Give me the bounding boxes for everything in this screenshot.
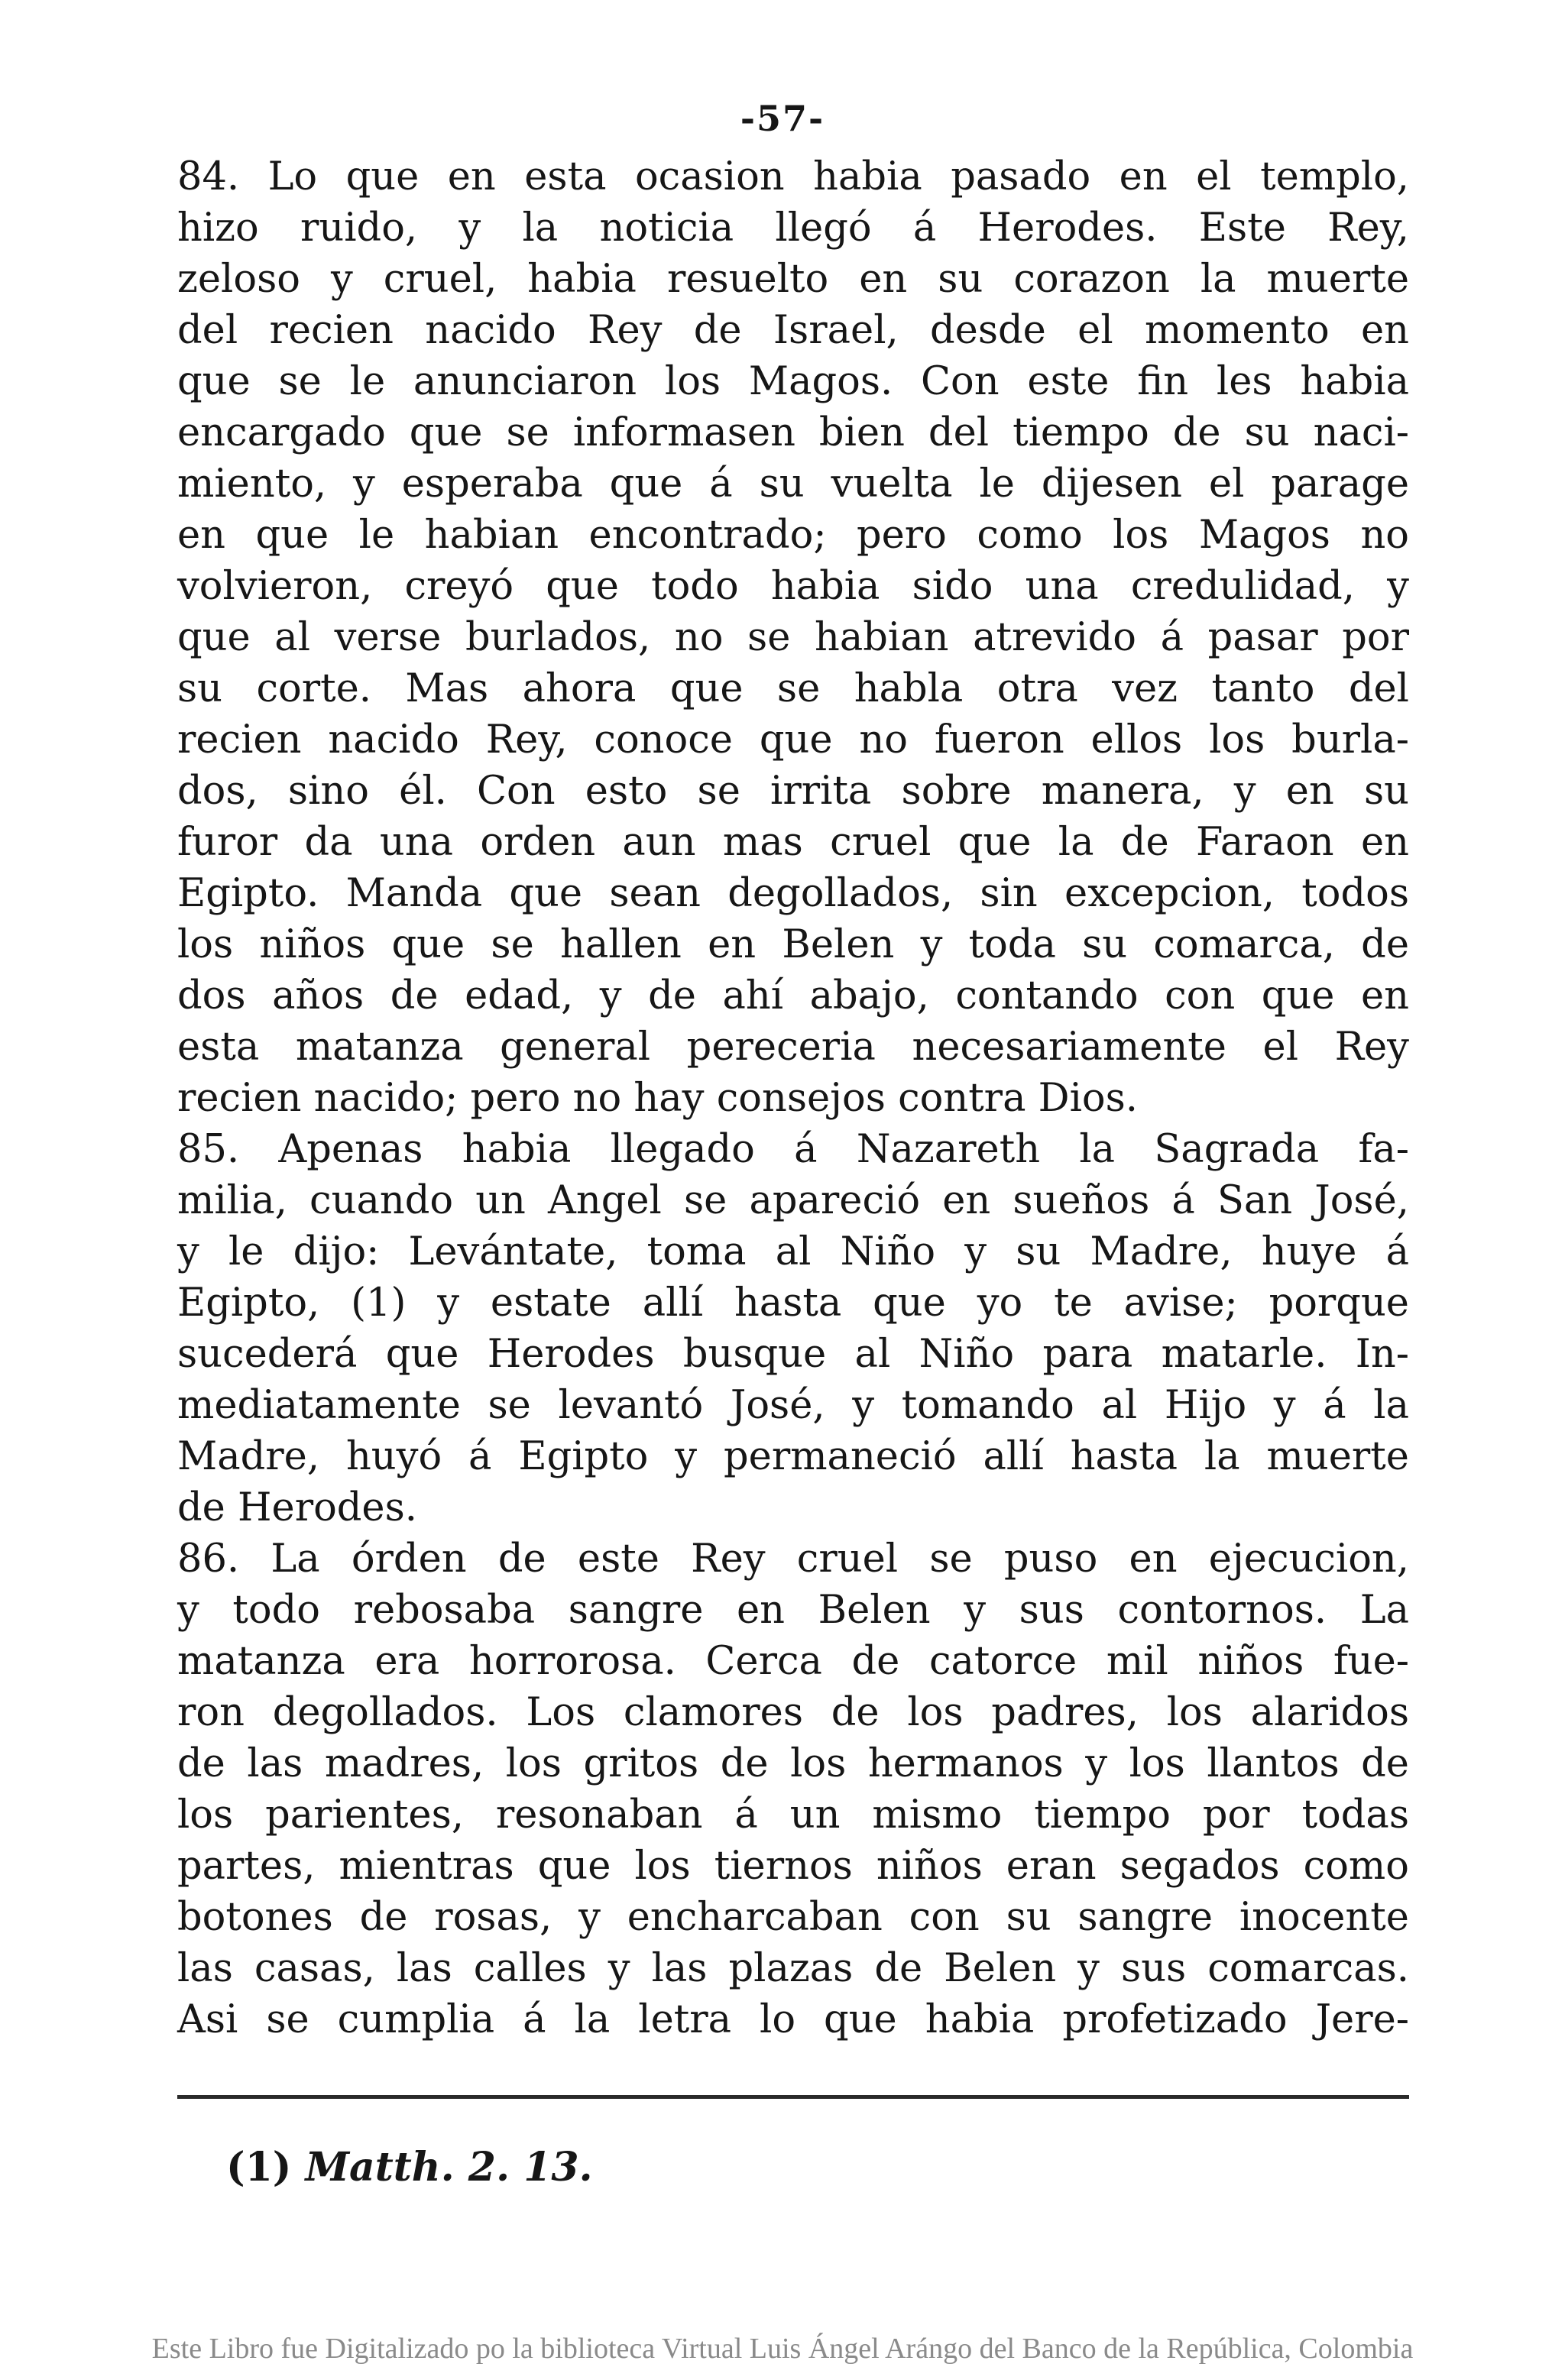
text-line: recien nacido Rey, conoce que no fueron ellos los burla- — [177, 717, 1409, 763]
page-number: -57- — [740, 98, 825, 139]
text-line: 84. Lo que en esta ocasion habia pasado en el templo, — [177, 154, 1409, 199]
text-line: que al verse burlados, no se habian atrevido á pasar por — [177, 615, 1409, 660]
body-text — [177, 151, 1409, 2045]
digitization-credit: Este Libro fue Digitalizado po la biblioteca Virtual Luis Ángel Arángo del Banco de la República, Colombia — [151, 2333, 1414, 2365]
text-line: que se le anunciaron los Magos. Con este fin les habia — [177, 359, 1409, 404]
text-line: los parientes, resonaban á un mismo tiempo por todas — [177, 1792, 1409, 1838]
text-line: 85. Apenas habia llegado á Nazareth la Sagrada fa- — [177, 1127, 1409, 1172]
text-line: matanza era horrorosa. Cerca de catorce mil niños fue- — [177, 1639, 1409, 1684]
text-line: partes, mientras que los tiernos niños eran segados como — [177, 1844, 1409, 1889]
text-line: Asi se cumplia á la letra lo que habia profetizado Jere- — [177, 1997, 1409, 2042]
text-line: los niños que se hallen en Belen y toda su comarca, de — [177, 922, 1409, 967]
text-line: botones de rosas, y encharcaban con su sangre inocente — [177, 1895, 1409, 1940]
text-line: encargado que se informasen bien del tiempo de su naci- — [177, 410, 1409, 455]
text-line: y le dijo: Levántate, toma al Niño y su Madre, huye á — [177, 1229, 1409, 1274]
text-line: ron degollados. Los clamores de los padres, los alaridos — [177, 1690, 1409, 1735]
text-line: dos años de edad, y de ahí abajo, contando con que en — [177, 973, 1409, 1018]
footnote — [226, 2141, 593, 2194]
text-line: Egipto. Manda que sean degollados, sin excepcion, todos — [177, 871, 1409, 916]
text-line: esta matanza general pereceria necesariamente el Rey — [177, 1025, 1409, 1070]
text-line: recien nacido; pero no hay consejos contra Dios. — [177, 1076, 1138, 1121]
text-line: de las madres, los gritos de los hermanos y los llantos de — [177, 1741, 1409, 1786]
text-line: Madre, huyó á Egipto y permaneció allí hasta la muerte — [177, 1434, 1409, 1479]
text-line: volvieron, creyó que todo habia sido una credulidad, y — [177, 564, 1409, 609]
text-line: milia, cuando un Angel se apareció en sueños á San José, — [177, 1178, 1409, 1223]
footnote-divider — [177, 2095, 1409, 2099]
text-line: furor da una orden aun mas cruel que la de Faraon en — [177, 820, 1409, 865]
footnote-marker: (1) — [226, 2144, 292, 2191]
text-line: las casas, las calles y las plazas de Belen y sus comarcas. — [177, 1946, 1409, 1991]
text-line: del recien nacido Rey de Israel, desde el momento en — [177, 308, 1409, 353]
text-line: mediatamente se levantó José, y tomando al Hijo y á la — [177, 1383, 1409, 1428]
text-line: sucederá que Herodes busque al Niño para matarle. In- — [177, 1332, 1409, 1377]
text-line: Egipto, (1) y estate allí hasta que yo te avise; porque — [177, 1281, 1409, 1326]
text-line: de Herodes. — [177, 1485, 417, 1530]
text-line: y todo rebosaba sangre en Belen y sus contornos. La — [177, 1588, 1409, 1633]
text-line: 86. La órden de este Rey cruel se puso en ejecucion, — [177, 1536, 1409, 1582]
footnote-reference: Matth. 2. 13. — [305, 2144, 593, 2191]
text-line: su corte. Mas ahora que se habla otra vez tanto del — [177, 666, 1409, 711]
text-line: en que le habian encontrado; pero como los Magos no — [177, 513, 1409, 558]
text-line: dos, sino él. Con esto se irrita sobre manera, y en su — [177, 769, 1409, 814]
text-line: miento, y esperaba que á su vuelta le dijesen el parage — [177, 461, 1409, 507]
text-line: zeloso y cruel, habia resuelto en su corazon la muerte — [177, 257, 1409, 302]
text-line: hizo ruido, y la noticia llegó á Herodes. Este Rey, — [177, 206, 1409, 251]
